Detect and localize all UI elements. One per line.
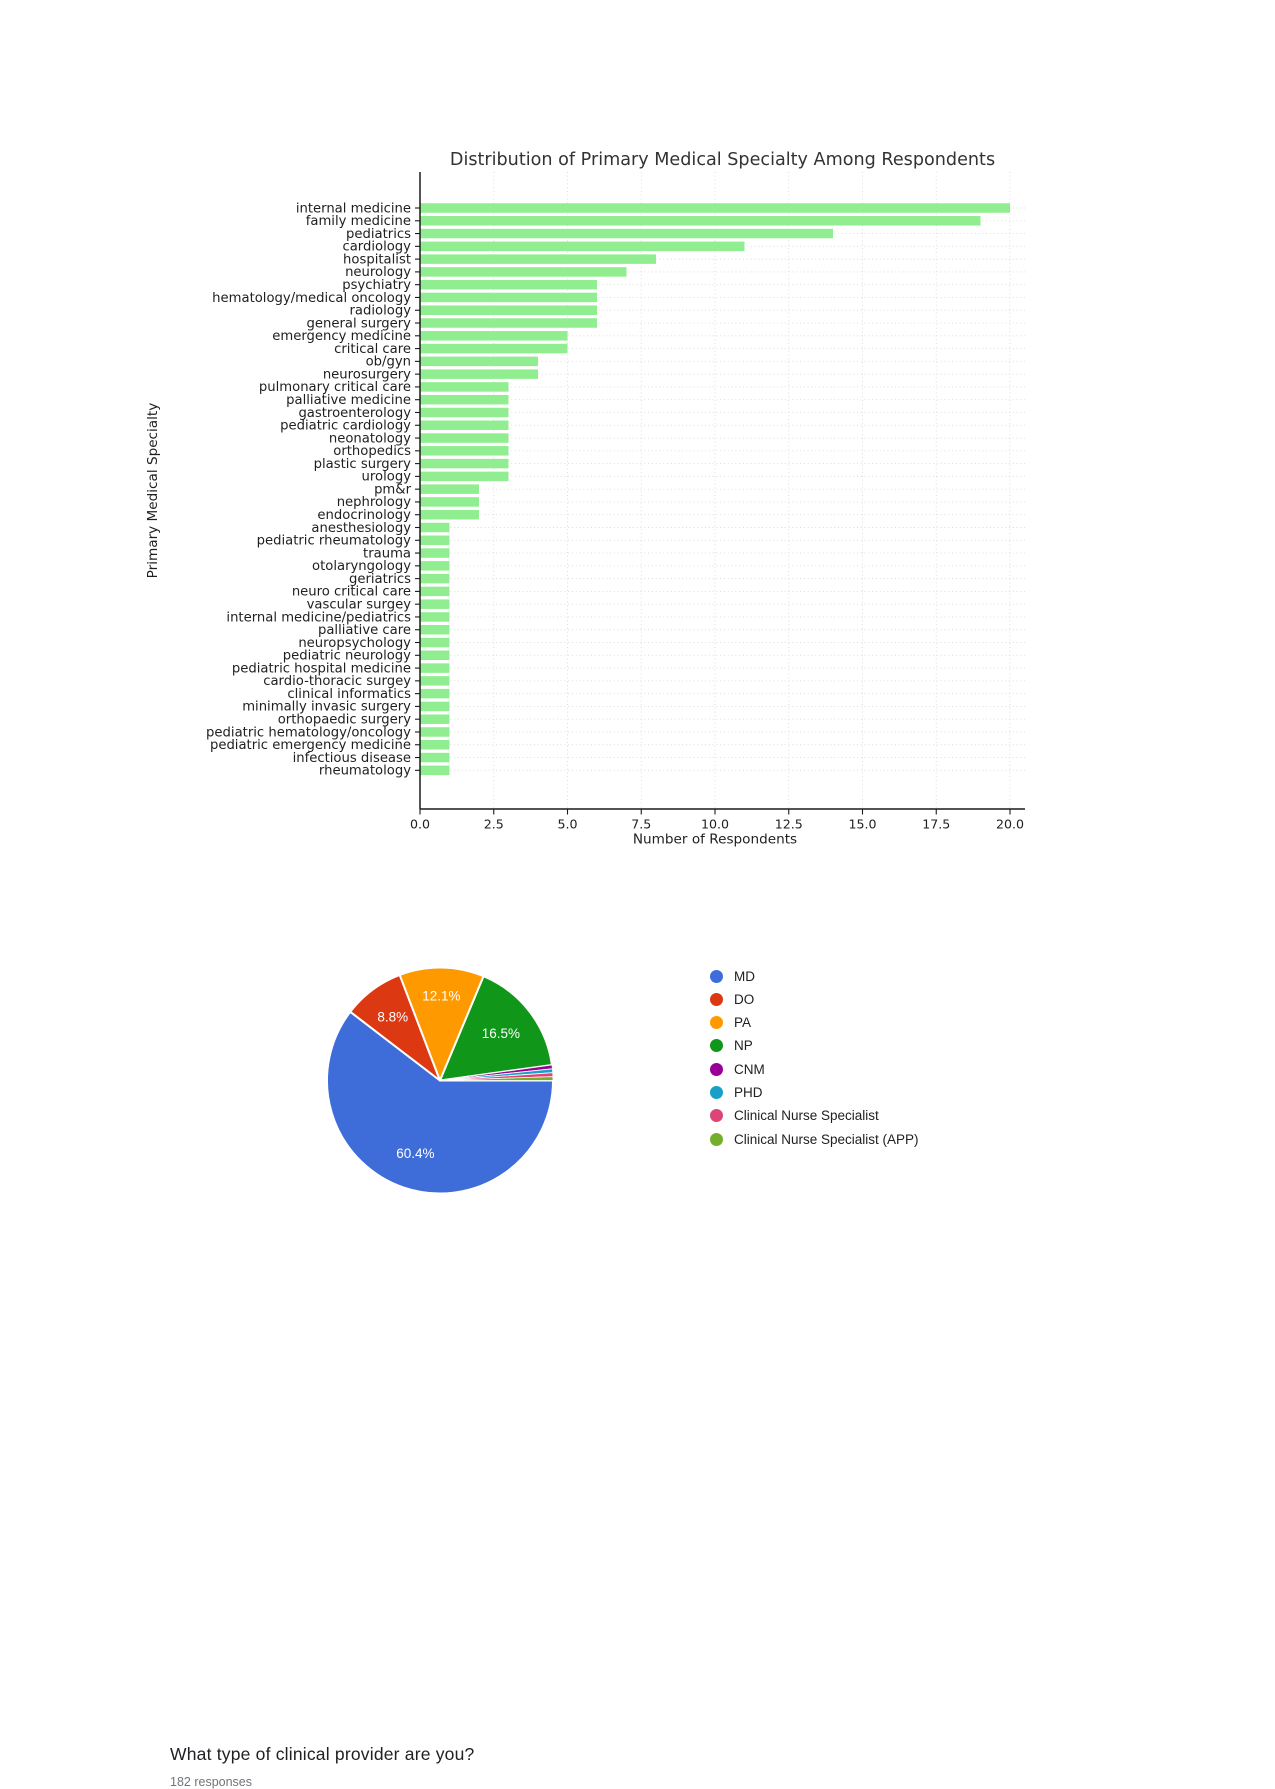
pie-percent-label: 16.5%: [481, 1026, 521, 1042]
specialty-bar: [420, 625, 450, 635]
legend-swatch-icon: [710, 1086, 723, 1099]
legend-item: [710, 1016, 919, 1030]
category-label: plastic surgery: [313, 456, 411, 472]
category-label: urology: [361, 469, 411, 485]
category-label: gastroenterology: [298, 405, 411, 421]
legend-label: DO: [734, 991, 755, 1007]
legend-item: [710, 1109, 919, 1123]
category-label: general surgery: [306, 316, 411, 332]
category-label: pediatric hospital medicine: [231, 661, 411, 677]
category-label: nephrology: [336, 495, 411, 511]
category-label: cardiology: [342, 239, 411, 255]
x-tick-label: 12.5: [774, 816, 803, 832]
category-label: pediatric rheumatology: [256, 533, 411, 549]
category-label: pm&r: [374, 482, 411, 498]
specialty-bar: [420, 702, 450, 712]
category-label: neurosurgery: [322, 367, 411, 383]
specialty-bar: [420, 663, 450, 673]
specialty-bar: [420, 714, 450, 724]
specialty-bar: [420, 357, 538, 367]
legend-label: PHD: [734, 1084, 763, 1100]
legend-swatch-icon: [710, 993, 723, 1006]
category-label: endocrinology: [317, 508, 411, 524]
specialty-bar: [420, 293, 597, 303]
category-label: rheumatology: [318, 763, 411, 779]
bar-chart-canvas: [0, 0, 1100, 870]
pie-percent-label: 60.4%: [396, 1145, 435, 1161]
category-label: neuro critical care: [291, 584, 411, 600]
category-label: ob/gyn: [365, 354, 411, 370]
legend-item: [710, 992, 919, 1006]
legend-label: PA: [734, 1015, 752, 1031]
category-label: internal medicine/pediatrics: [226, 610, 411, 626]
category-label: cardio-thoracic surgey: [263, 674, 411, 690]
legend-item: [710, 1062, 919, 1076]
legend-item: [710, 969, 919, 983]
category-label: emergency medicine: [272, 329, 411, 345]
specialty-bar-chart: [0, 0, 1100, 870]
specialty-bar: [420, 369, 538, 379]
legend-swatch-icon: [710, 1133, 723, 1146]
specialty-bar: [420, 280, 597, 290]
specialty-bar: [420, 638, 450, 648]
category-label: psychiatry: [342, 277, 411, 293]
x-tick-label: 10.0: [700, 816, 730, 832]
category-label: pediatric cardiology: [280, 418, 411, 434]
legend-label: CNM: [734, 1061, 765, 1077]
specialty-bar: [420, 344, 568, 354]
category-label: pediatrics: [346, 226, 411, 242]
specialty-bar: [420, 267, 627, 277]
forms-response-count: 182 responses: [170, 1775, 253, 1789]
category-label: orthopedics: [333, 444, 411, 460]
category-label: palliative medicine: [286, 393, 411, 408]
legend-label: Clinical Nurse Specialist: [734, 1108, 879, 1124]
x-tick-label: 0.0: [409, 816, 431, 832]
pie-percent-label: 12.1%: [422, 988, 461, 1004]
category-label: internal medicine: [295, 201, 411, 217]
category-label: family medicine: [305, 214, 411, 230]
specialty-bar: [420, 408, 509, 418]
category-label: infectious disease: [292, 750, 411, 766]
specialty-bar: [420, 433, 509, 443]
category-label: geriatrics: [348, 571, 411, 587]
x-tick-label: 7.5: [631, 816, 652, 832]
x-tick-label: 20.0: [995, 816, 1025, 832]
specialty-bar: [420, 574, 450, 584]
specialty-bar: [420, 548, 450, 558]
specialty-bar: [420, 229, 833, 239]
provider-pie-card: [0, 860, 1100, 1789]
pie-legend: [710, 969, 919, 1146]
specialty-bar: [420, 497, 479, 507]
category-label: hematology/medical oncology: [212, 290, 411, 306]
category-label: anesthesiology: [311, 520, 411, 536]
specialty-bar: [420, 446, 509, 456]
specialty-bar: [420, 676, 450, 686]
specialty-bar: [420, 331, 568, 341]
specialty-bar: [420, 242, 745, 252]
specialty-bar: [420, 421, 509, 431]
specialty-bar: [420, 459, 509, 469]
category-label: pediatric emergency medicine: [209, 738, 411, 754]
category-label: neuropsychology: [298, 635, 411, 651]
specialty-bar: [420, 305, 597, 315]
category-label: hospitalist: [343, 252, 411, 268]
category-label: orthopaedic surgery: [277, 712, 411, 728]
category-label: radiology: [349, 303, 411, 319]
x-tick-label: 2.5: [483, 816, 504, 832]
legend-swatch-icon: [710, 1039, 723, 1052]
category-label: minimally invasic surgery: [242, 699, 411, 715]
specialty-bar: [420, 318, 597, 328]
bar-chart-title: Distribution of Primary Medical Specialty Among Respondents: [449, 150, 996, 170]
pie-percent-label: 8.8%: [377, 1009, 409, 1025]
specialty-bar: [420, 395, 509, 405]
category-label: palliative care: [317, 623, 411, 639]
forms-question-title: What type of clinical provider are you?: [170, 1744, 475, 1764]
x-tick-label: 5.0: [557, 816, 578, 832]
specialty-bar: [420, 484, 479, 494]
category-label: neonatology: [328, 431, 411, 447]
specialty-bar: [420, 612, 450, 622]
legend-swatch-icon: [710, 1109, 723, 1122]
legend-label: Clinical Nurse Specialist (APP): [734, 1131, 919, 1147]
legend-label: MD: [734, 968, 755, 984]
legend-swatch-icon: [710, 1063, 723, 1076]
specialty-bar: [420, 216, 981, 226]
specialty-bar: [420, 587, 450, 597]
category-label: pulmonary critical care: [258, 380, 411, 396]
y-axis-label: Primary Medical Specialty: [145, 402, 161, 579]
category-label: critical care: [334, 341, 411, 357]
legend-item: [710, 1039, 919, 1053]
category-label: trauma: [363, 546, 411, 562]
specialty-bar: [420, 254, 656, 264]
specialty-bar: [420, 766, 450, 776]
x-tick-label: 15.0: [848, 816, 877, 832]
category-label: otolaryngology: [312, 559, 411, 575]
specialty-bar: [420, 382, 509, 392]
provider-pie-chart: [320, 955, 564, 1211]
specialty-bar: [420, 599, 450, 609]
x-tick-label: 17.5: [922, 816, 951, 832]
specialty-bar: [420, 510, 479, 519]
specialty-bar: [420, 727, 450, 737]
x-axis-label: Number of Respondents: [632, 831, 798, 848]
specialty-bar: [420, 753, 450, 763]
specialty-bar: [420, 561, 450, 571]
legend-item: [710, 1085, 919, 1099]
category-label: clinical informatics: [287, 686, 411, 702]
specialty-bar: [420, 740, 450, 750]
category-label: pediatric neurology: [282, 648, 411, 664]
category-label: vascular surgey: [306, 597, 411, 613]
specialty-bar: [420, 536, 450, 546]
specialty-bar: [420, 651, 450, 661]
legend-swatch-icon: [710, 1016, 723, 1029]
legend-label: NP: [734, 1038, 753, 1054]
legend-item: [710, 1132, 919, 1146]
specialty-bar: [420, 689, 450, 699]
specialty-bar: [420, 203, 1010, 213]
category-label: neurology: [345, 265, 411, 281]
legend-swatch-icon: [710, 970, 723, 983]
specialty-bar: [420, 523, 450, 533]
specialty-bar: [420, 472, 509, 482]
category-label: pediatric hematology/oncology: [206, 725, 411, 741]
